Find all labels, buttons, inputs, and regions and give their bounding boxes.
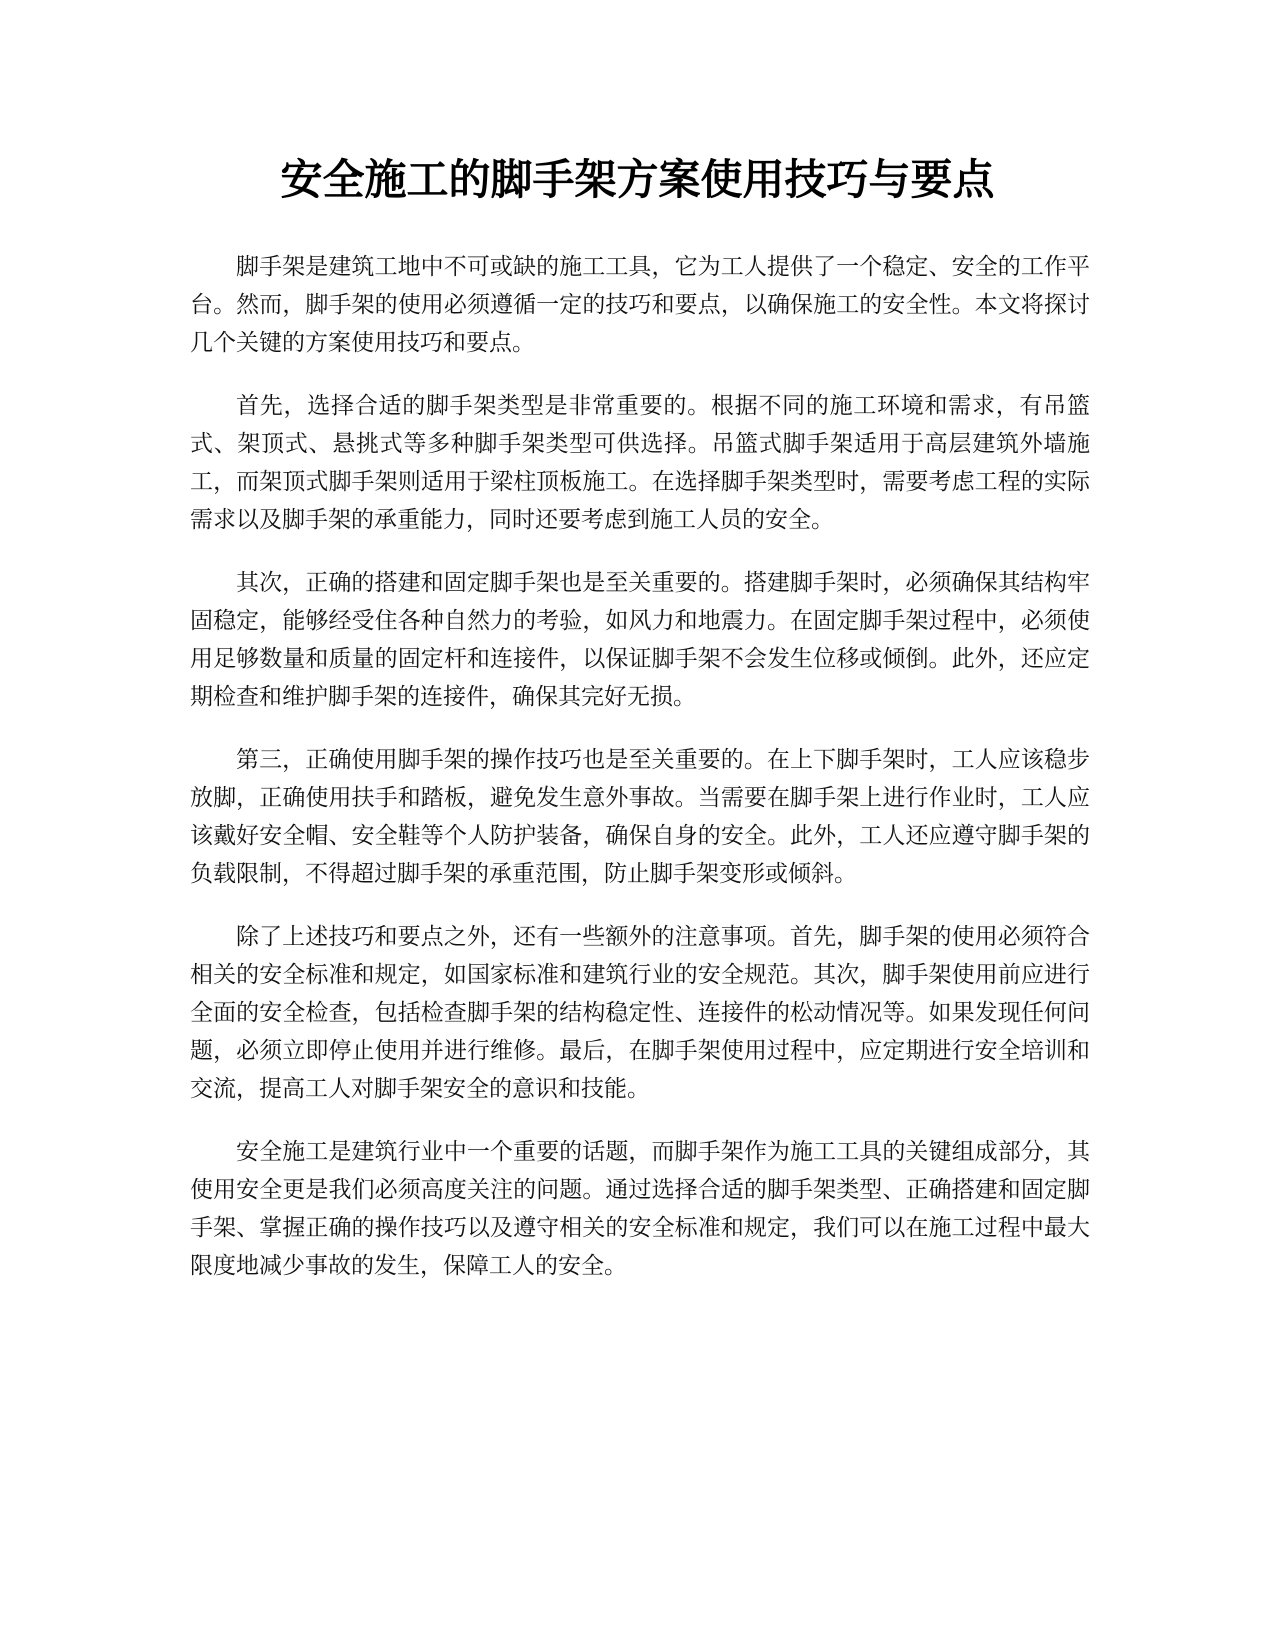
paragraph-conclusion: 安全施工是建筑行业中一个重要的话题，而脚手架作为施工工具的关键组成部分，其使用安全更是我们必须高度关注的问题。通过选择合适的脚手架类型、正确搭建和固定脚手架、掌握正确的操作技巧以及遵守相关的安全标准和规定，我们可以在施工过程中最大限度地减少事故的发生，保障工人的安全。 — [190, 1139, 1090, 1279]
paragraph-intro: 脚手架是建筑工地中不可或缺的施工工具，它为工人提供了一个稳定、安全的工作平台。然而，脚手架的使用必须遵循一定的技巧和要点，以确保施工的安全性。本文将探讨几个关键的方案使用技巧和要点。 — [190, 254, 1090, 356]
document-body — [190, 248, 1090, 1310]
paragraph-additional-notes: 除了上述技巧和要点之外，还有一些额外的注意事项。首先，脚手架的使用必须符合相关的安全标准和规定，如国家标准和建筑行业的安全规范。其次，脚手架使用前应进行全面的安全检查，包括检查脚手架的结构稳定性、连接件的松动情况等。如果发现任何问题，必须立即停止使用并进行维修。最后，在脚手架使用过程中，应定期进行安全培训和交流，提高工人对脚手架安全的意识和技能。 — [190, 924, 1090, 1102]
document-title: 安全施工的脚手架方案使用技巧与要点 — [280, 155, 995, 204]
paragraph-scaffold-type: 首先，选择合适的脚手架类型是非常重要的。根据不同的施工环境和需求，有吊篮式、架顶式、悬挑式等多种脚手架类型可供选择。吊篮式脚手架适用于高层建筑外墙施工，而架顶式脚手架则适用于梁柱顶板施工。在选择脚手架类型时，需要考虑工程的实际需求以及脚手架的承重能力，同时还要考虑到施工人员的安全。 — [190, 393, 1090, 533]
paragraph-operation-skills: 第三，正确使用脚手架的操作技巧也是至关重要的。在上下脚手架时，工人应该稳步放脚，正确使用扶手和踏板，避免发生意外事故。当需要在脚手架上进行作业时，工人应该戴好安全帽、安全鞋等个人防护装备，确保自身的安全。此外，工人还应遵守脚手架的负载限制，不得超过脚手架的承重范围，防止脚手架变形或倾斜。 — [190, 747, 1090, 887]
paragraph-erection-fixing: 其次，正确的搭建和固定脚手架也是至关重要的。搭建脚手架时，必须确保其结构牢固稳定，能够经受住各种自然力的考验，如风力和地震力。在固定脚手架过程中，必须使用足够数量和质量的固定杆和连接件，以保证脚手架不会发生位移或倾倒。此外，还应定期检查和维护脚手架的连接件，确保其完好无损。 — [190, 570, 1090, 710]
